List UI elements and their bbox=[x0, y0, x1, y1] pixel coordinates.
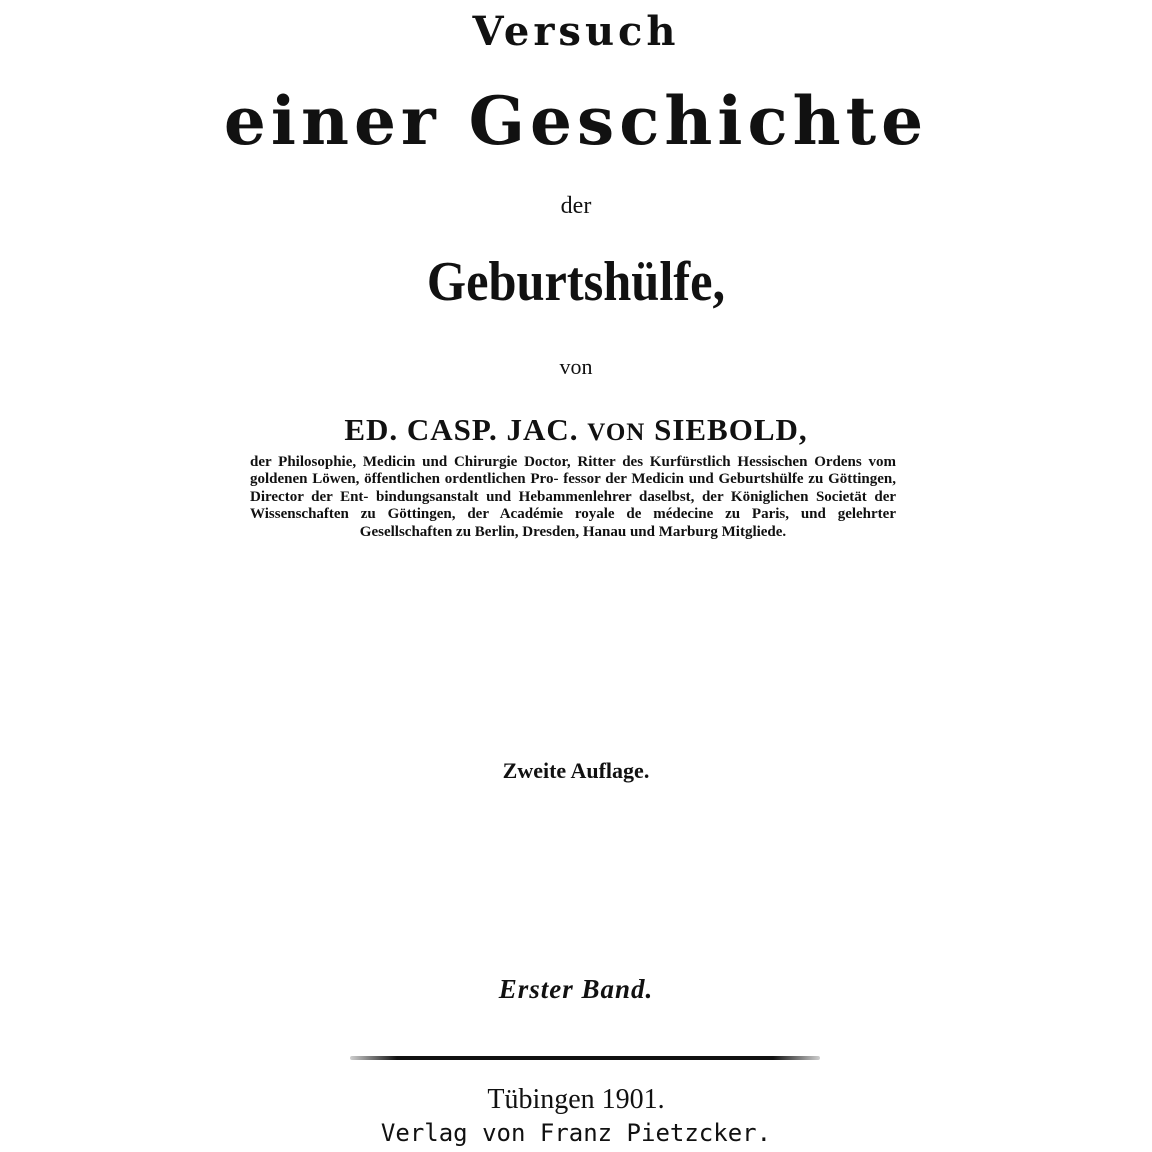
author-preposition: von bbox=[559, 354, 593, 379]
credentials-line: und Marburg Mitgliede. bbox=[629, 523, 787, 540]
title-word-versuch: Versuch bbox=[472, 8, 680, 55]
imprint-publisher: Verlag von Franz Pietzcker. bbox=[380, 1119, 772, 1147]
author-name bbox=[0, 414, 1152, 445]
imprint-place-year: Tübingen 1901. bbox=[487, 1084, 665, 1115]
credentials-line: der Philosophie, Medicin und Chirurgie Doctor, Ritter des Kurfürstlich bbox=[250, 454, 731, 470]
title-subject: Geburtshülfe, bbox=[426, 251, 726, 313]
credentials-line: bindungsanstalt und Hebammenlehrer daselbst, der Königlichen Societät bbox=[375, 488, 867, 505]
title-article: der bbox=[560, 193, 592, 219]
author-surname: SIEBOLD, bbox=[654, 412, 808, 447]
title-main-line: einer Geschichte bbox=[223, 82, 929, 160]
credentials-line: Paris, und gelehrter Gesellschaften zu Berlin, Dresden, Hanau bbox=[359, 506, 896, 540]
divider-rule bbox=[350, 1056, 820, 1060]
author-credentials bbox=[250, 454, 896, 541]
author-particle: VON bbox=[587, 419, 646, 446]
author-given-names: ED. CASP. JAC. bbox=[344, 412, 579, 447]
volume-statement: Erster Band. bbox=[498, 974, 654, 1004]
credentials-line: Hessischen Ordens vom goldenen Löwen, öffentlichen ordentlichen Pro- bbox=[250, 454, 896, 488]
credentials-line: fessor der Medicin und Geburtshülfe zu Göttingen, Director der Ent- bbox=[250, 471, 897, 505]
edition-statement: Zweite Auflage. bbox=[502, 758, 650, 783]
credentials-line: der Wissenschaften zu Göttingen, der Académie royale de médecine zu bbox=[250, 488, 897, 523]
